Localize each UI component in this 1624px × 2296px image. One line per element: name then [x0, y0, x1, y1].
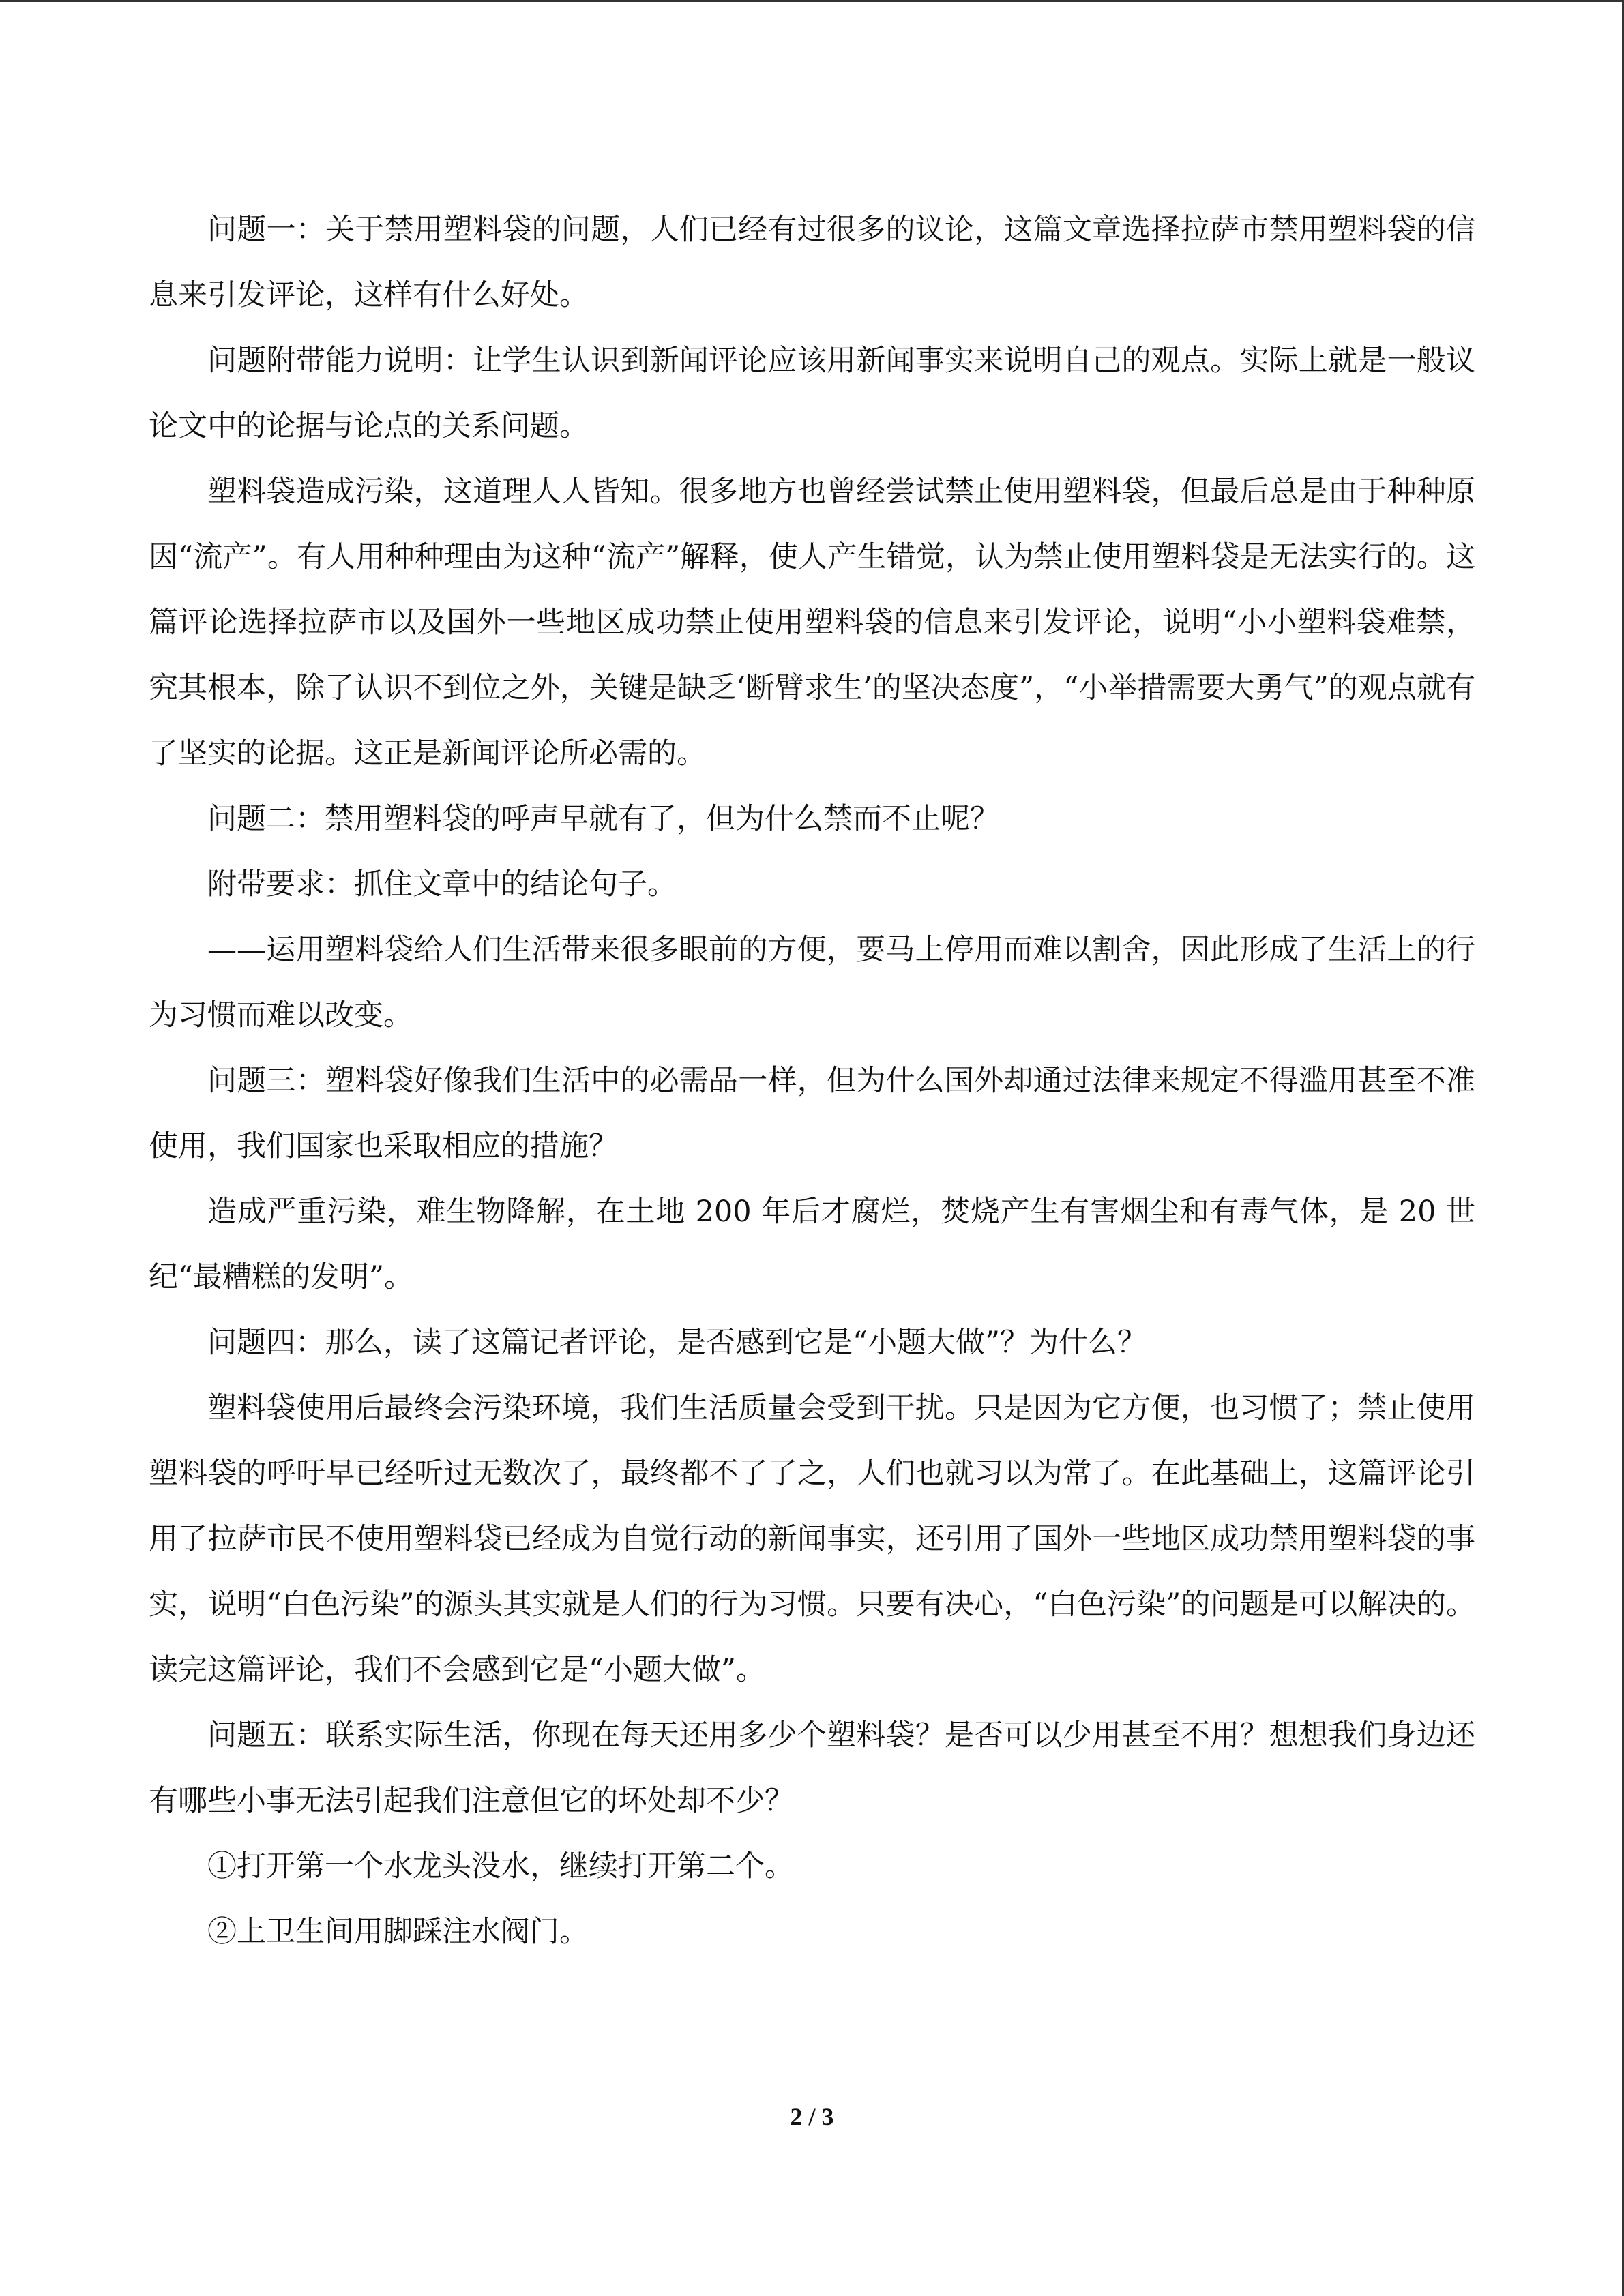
- answer-one: 塑料袋造成污染，这道理人人皆知。很多地方也曾经尝试禁止使用塑料袋，但最后总是由于种种原因“流产”。有人用种种理由为这种“流产”解释，使人产生错觉，认为禁止使用塑料袋是无法实行的。这篇评论选择拉萨市以及国外一些地区成功禁止使用塑料袋的信息来引发评论，说明“小小塑料袋难禁，究其根本，除了认识不到位之外，关键是缺乏‘断臂求生’的坚决态度”，“小举措需要大勇气”的观点就有了坚实的论据。这正是新闻评论所必需的。: [149, 475, 1475, 771]
- answer-four: 塑料袋使用后最终会污染环境，我们生活质量会受到干扰。只是因为它方便，也习惯了；禁止使用塑料袋的呼吁早已经听过无数次了，最终都不了了之，人们也就习以为常了。在此基础上，这篇评论引用了拉萨市民不使用塑料袋已经成为自觉行动的新闻事实，还引用了国外一些地区成功禁用塑料袋的事实，说明“白色污染”的源头其实就是人们的行为习惯。只要有决心，“白色污染”的问题是可以解决的。读完这篇评论，我们不会感到它是“小题大做”。: [149, 1391, 1475, 1687]
- ability-note: 问题附带能力说明：让学生认识到新闻评论应该用新闻事实来说明自己的观点。实际上就是一般议论文中的论据与论点的关系问题。: [149, 344, 1475, 443]
- answer-two: ——运用塑料袋给人们生活带来很多眼前的方便，要马上停用而难以割舍，因此形成了生活上的行为习惯而难以改变。: [149, 933, 1475, 1032]
- page-number: 2 / 3: [790, 2103, 834, 2130]
- list-item-one: ①打开第一个水龙头没水，继续打开第二个。: [207, 1849, 794, 1883]
- requirement-note: 附带要求：抓住文章中的结论句子。: [207, 867, 677, 901]
- question-five: 问题五：联系实际生活，你现在每天还用多少个塑料袋？是否可以少用甚至不用？想想我们身边还有哪些小事无法引起我们注意但它的坏处却不少？: [149, 1718, 1475, 1818]
- list-item-two: ②上卫生间用脚踩注水阀门。: [207, 1915, 589, 1949]
- question-four: 问题四：那么，读了这篇记者评论，是否感到它是“小题大做”？为什么？: [207, 1326, 1147, 1360]
- question-two: 问题二：禁用塑料袋的呼声早就有了，但为什么禁而不止呢？: [207, 802, 999, 836]
- question-one: 问题一：关于禁用塑料袋的问题，人们已经有过很多的议论，这篇文章选择拉萨市禁用塑料袋的信息来引发评论，这样有什么好处。: [149, 213, 1475, 312]
- question-three: 问题三：塑料袋好像我们生活中的必需品一样，但为什么国外却通过法律来规定不得滥用甚至不准使用，我们国家也采取相应的措施？: [149, 1064, 1475, 1163]
- document-body: [149, 197, 1475, 1965]
- answer-three: 造成严重污染，难生物降解，在土地 200 年后才腐烂，焚烧产生有害烟尘和有毒气体，是 20 世纪“最糟糕的发明”。: [149, 1195, 1475, 1294]
